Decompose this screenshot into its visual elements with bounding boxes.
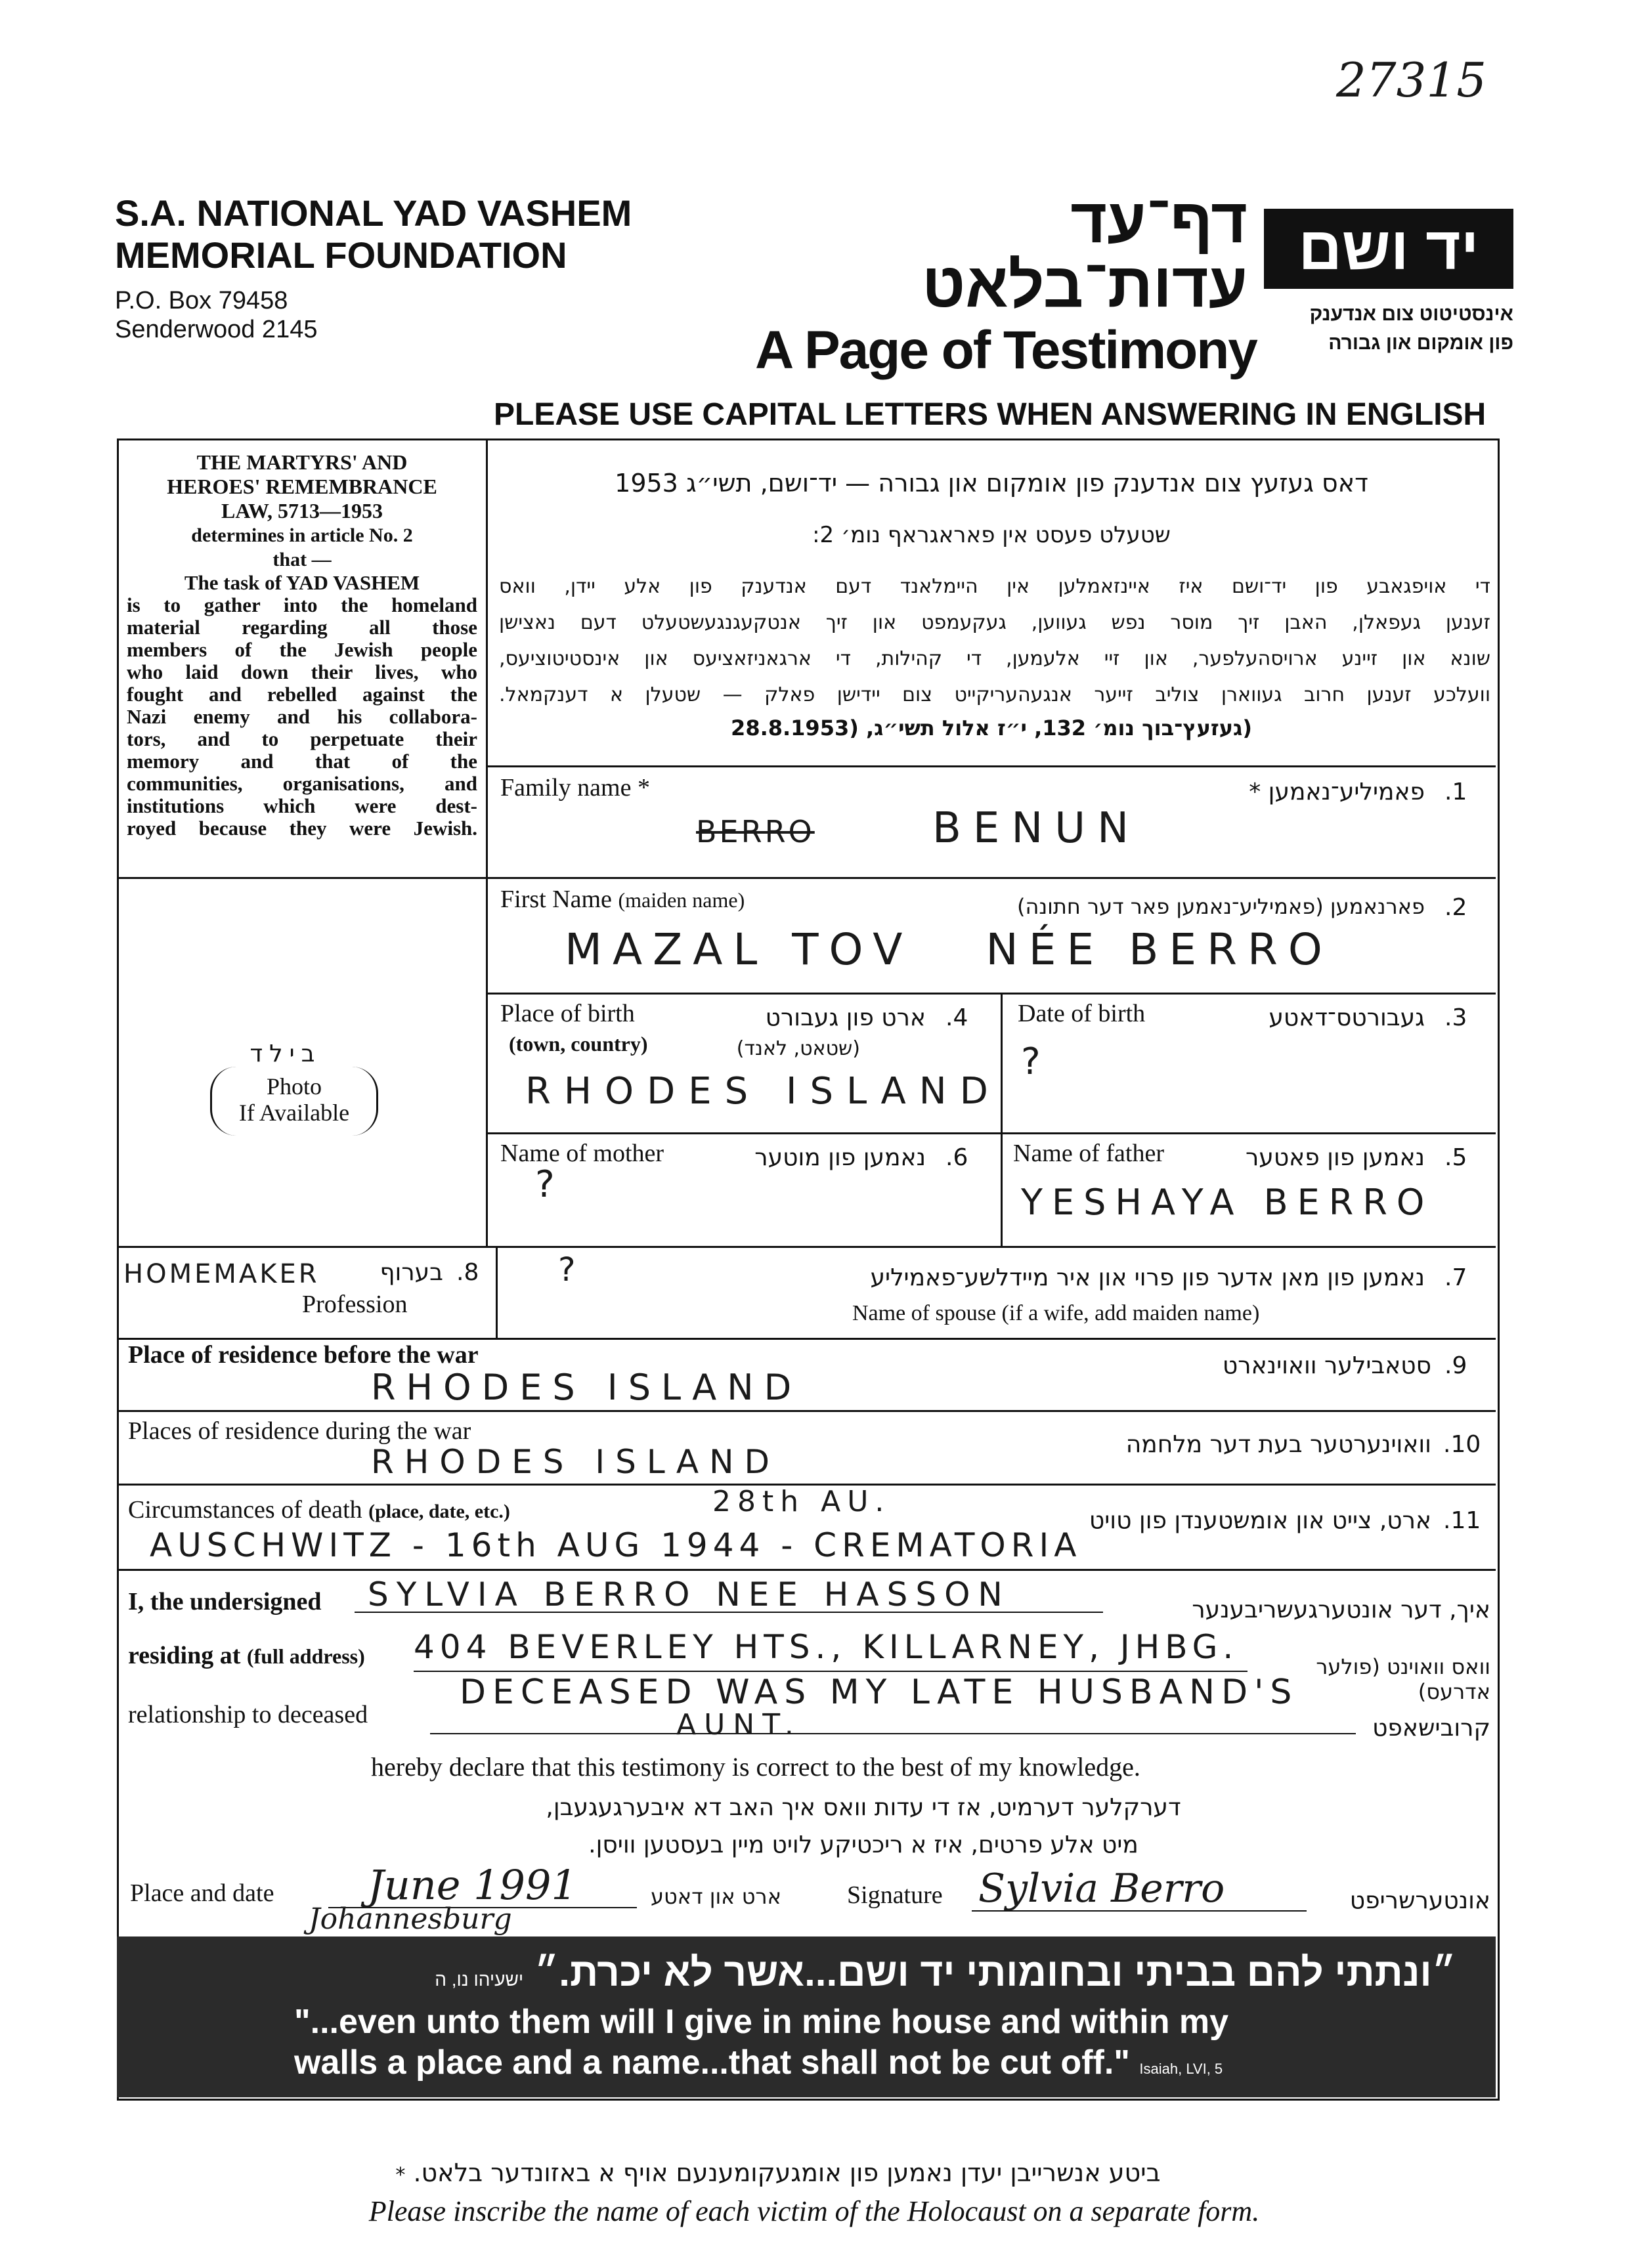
law-yiddish-subtitle: שטעלט פעסט אין פאראגראף נומ׳ 2: [812, 522, 1171, 548]
law-yiddish-body-line: וועלכע זענען חרוב געווארן צוליב זייער אנגעהעריקייט צום יידישן פאלק — שטעלן א דענקמאל. [499, 683, 1490, 706]
archive-number: 27315 [1336, 53, 1487, 108]
banner-hebrew-text: ״ונתתי להם בביתי ובחומותי יד ושם...אשר לא יכרת.״ [534, 1950, 1456, 1994]
relationship-value-line1: DECEASED WAS MY LATE HUSBAND'S [460, 1673, 1299, 1712]
mother-name-label: Name of mother [500, 1140, 664, 1167]
org-name-line2: MEMORIAL FOUNDATION [115, 234, 567, 276]
date-of-birth-value: ? [1021, 1040, 1052, 1083]
field-number-11: .11 [1443, 1507, 1481, 1534]
law-yiddish-body-line: שונא און זיינע ארויסהעלפער, און זיי אלעמען, די קהילות, די ארגאניזאציעס און אינסטיטוציעס, [499, 647, 1490, 670]
death-label-sub: (place, date, etc.) [368, 1501, 510, 1522]
undersigned-value: SYLVIA BERRO NEE HASSON [368, 1575, 1010, 1614]
residing-label [128, 1641, 365, 1670]
death-value: AUSCHWITZ - 16th AUG 1944 - CREMATORIA [150, 1526, 1082, 1564]
signature-label: Signature [847, 1881, 943, 1909]
death-label-yiddish: ארט, צייט און אומשטענדן פון טויט [1089, 1507, 1431, 1534]
field-number-10: .10 [1443, 1431, 1481, 1458]
yad-vashem-logo [1264, 209, 1513, 289]
first-name-label-yiddish: פארנאמען (פאמיליע־נאמען פאר דער חתונה) [1016, 894, 1425, 919]
residence-during-label: Places of residence during the war [128, 1417, 471, 1445]
title-yiddish-line1: דף־עד [1070, 186, 1247, 256]
place-value: Johannesburg [309, 1902, 512, 1936]
banner-english-line2-text: walls a place and a name...that shall not be cut off." [294, 2043, 1130, 2082]
instruction-banner: PLEASE USE CAPITAL LETTERS WHEN ANSWERING IN ENGLISH [494, 397, 1486, 432]
law-title-3: LAW, 5713—1953 [221, 499, 383, 523]
death-value-above: 28th AU. [712, 1485, 891, 1518]
family-name-struck: BERRO [696, 814, 815, 849]
family-name-value: BENUN [932, 804, 1140, 853]
residing-label-sub: (full address) [246, 1644, 365, 1668]
law-body-line: communities, organisations, and [127, 772, 477, 795]
declaration-yiddish-line1: דערקלער דערמיט, אז די עדות וואס איך האב דא איבערגעגעבן, [546, 1794, 1181, 1821]
footer-english: Please inscribe the name of each victim of the Holocaust on a separate form. [368, 2195, 1260, 2227]
spouse-label-yiddish: נאמען פון מאן אדער פון פרוי און איר מיידלשע־פאמיליע [870, 1264, 1425, 1291]
place-of-birth-sub: (town, country) [509, 1032, 648, 1056]
date-of-birth-label-yiddish: געבורטס־דאטע [1269, 1004, 1425, 1031]
banner-hebrew-ref: ישעיהו נו, ה [435, 1969, 524, 1990]
relationship-label: relationship to deceased [128, 1701, 368, 1728]
residing-value: 404 BEVERLEY HTS., KILLARNEY, JHBG. [414, 1628, 1239, 1666]
relationship-label-yiddish: קרובישאפט [1372, 1715, 1490, 1742]
law-body-line: memory and that of the [127, 750, 477, 773]
law-title-2: HEROES' REMEMBRANCE [167, 475, 437, 498]
banner-english-ref: Isaiah, LVI, 5 [1139, 2061, 1223, 2077]
residing-label-yiddish: וואס וואוינט (פולער אדרעס) [1316, 1654, 1490, 1704]
spouse-label: Name of spouse (if a wife, add maiden name) [852, 1301, 1260, 1325]
banner-english-line2 [294, 2043, 1223, 2082]
undersigned-label-yiddish: איך, דער אונטערגעשריבענער [1192, 1596, 1490, 1623]
law-line-4: determines in article No. 2 [191, 524, 413, 546]
place-of-birth-value: RHODES ISLAND [525, 1070, 1001, 1113]
law-body-line: The task of YAD VASHEM [184, 571, 420, 594]
field-number-8: .8 [456, 1259, 479, 1286]
residence-during-value: RHODES ISLAND [371, 1443, 781, 1481]
place-date-label-yiddish: ארט און דאטע [650, 1884, 781, 1909]
page-title: A Page of Testimony [755, 320, 1257, 380]
first-name-label [500, 885, 745, 914]
field-number-3: .3 [1444, 1004, 1467, 1031]
photo-label: Photo [266, 1073, 322, 1100]
law-body-line: royed because they were Jewish. [127, 817, 477, 840]
field-number-1: .1 [1444, 779, 1467, 805]
banner-english-line1: "...even unto them will I give in mine house and within my [294, 2003, 1229, 2041]
title-yiddish-line2: עדות־בלאט [922, 250, 1247, 320]
law-yiddish-body-line: די אויפגאבע פון יד־ושם איז איינזאמלען אין היימלאנד דעם אנדענק פון אלע יידן, וואס [499, 575, 1490, 598]
law-body-line: who laid down their lives, who [127, 660, 477, 683]
first-name-label-text: First Name [500, 886, 612, 913]
residence-before-label: Place of residence before the war [128, 1341, 479, 1369]
logo-subtitle-line1: אינסטיטוט צום אנדענק [1309, 303, 1513, 325]
footer-yiddish-text: ביטע אנשרייבן יעדן נאמען פון אומגעקומענעם אויף א באזונדער בלאט. [413, 2158, 1161, 2187]
signature-value: Sylvia Berro [978, 1866, 1225, 1912]
law-yiddish-body-line: זענען געפאלן, האבן זיך מוסר נפש געווען, געקעמפט און זיך אנטקעגנגעשטעלט דעם נאצישן [499, 611, 1490, 634]
law-line-5: that — [272, 549, 332, 570]
law-body-line: material regarding all those [127, 616, 477, 639]
place-of-birth-label-yiddish: ארט פון געבורט [765, 1004, 926, 1031]
field-number-4: .4 [945, 1004, 968, 1031]
field-number-6: .6 [945, 1144, 968, 1171]
law-body-line: is to gather into the homeland [127, 593, 477, 616]
banner-hebrew [117, 1950, 1456, 1995]
place-of-birth-label: Place of birth [500, 1000, 635, 1027]
mother-name-label-yiddish: נאמען פון מוטער [754, 1144, 926, 1171]
father-name-label: Name of father [1013, 1140, 1164, 1167]
profession-label: Profession [302, 1291, 408, 1318]
logo-text: יד ושם [1298, 215, 1479, 282]
death-label-text: Circumstances of death [128, 1496, 362, 1524]
first-name-label-sub: (maiden name) [618, 888, 745, 912]
law-body-line: members of the Jewish people [127, 638, 477, 661]
declaration-english: hereby declare that this testimony is correct to the best of my knowledge. [371, 1752, 1140, 1782]
family-name-label-yiddish: פאמיליע־נאמען * [1249, 779, 1425, 805]
residence-before-label-yiddish: סטאבילער וואוינארט [1222, 1352, 1431, 1379]
law-body-line: institutions which were dest- [127, 794, 477, 817]
place-date-value: June 1991 [368, 1861, 577, 1909]
father-name-value: YESHAYA BERRO [1021, 1182, 1434, 1223]
father-name-label-yiddish: נאמען פון פאטער [1245, 1144, 1425, 1171]
org-address-line2: Senderwood 2145 [115, 316, 318, 343]
logo-subtitle-line2: פון אומקום און גבורה [1328, 332, 1513, 354]
place-date-label: Place and date [130, 1879, 274, 1907]
photo-sub-label: If Available [238, 1100, 350, 1126]
law-box-english [121, 450, 483, 840]
family-name-label: Family name * [500, 774, 650, 802]
date-of-birth-label: Date of birth [1018, 1000, 1146, 1027]
law-body-line: tors, and to perpetuate their [127, 727, 477, 750]
mother-name-value: ? [535, 1163, 567, 1206]
field-number-9: .9 [1444, 1352, 1467, 1379]
photo-placeholder [210, 1067, 378, 1136]
profession-value: HOMEMAKER [123, 1259, 320, 1289]
law-body-line: fought and rebelled against the [127, 683, 477, 706]
law-body-line: Nazi enemy and his collabora- [127, 705, 477, 728]
spouse-value: ? [558, 1251, 588, 1289]
law-yiddish-title: דאס געזעץ צום אנדענק פון אומקום און גבורה — יד־ושם, תשי״ג 1953 [615, 469, 1368, 498]
law-title-1: THE MARTYRS' AND [196, 450, 408, 474]
field-number-5: .5 [1444, 1144, 1467, 1171]
profession-label-yiddish: בערוף [380, 1259, 443, 1286]
residing-label-text: residing at [128, 1642, 241, 1669]
residence-before-value: RHODES ISLAND [371, 1367, 802, 1408]
law-yiddish-source: (געזעץ־בוך נומ׳ 132, י״ז אלול תשי״ג, (28.8.1953 [731, 716, 1252, 740]
signature-label-yiddish: אונטערשריפט [1349, 1887, 1490, 1914]
field-number-7: .7 [1444, 1264, 1467, 1291]
org-name-line1: S.A. NATIONAL YAD VASHEM [115, 192, 632, 234]
footer-yiddish: ביטע אנשרייבן יעדן נאמען פון אומגעקומענעם אויף א באזונדער בלאט. * [395, 2158, 1161, 2187]
death-label [128, 1495, 510, 1524]
photo-label-yiddish: בילד [249, 1040, 322, 1067]
undersigned-label: I, the undersigned [128, 1588, 322, 1615]
place-of-birth-sub-yiddish: (שטאט, לאנד) [736, 1037, 860, 1060]
declaration-yiddish-line2: מיט אלע פרטים, איז א ריכטיקע לויט מיין בעסטען וויסן. [588, 1831, 1139, 1858]
field-number-2: .2 [1444, 894, 1467, 921]
first-name-value: MAZAL TOV NÉE BERRO [565, 924, 1333, 975]
quote-banner [117, 1936, 1496, 2097]
org-address-line1: P.O. Box 79458 [115, 287, 288, 314]
residence-during-label-yiddish: וואוינערטער בעת דער מלחמה [1125, 1431, 1431, 1458]
relationship-value-line2: AUNT. [676, 1708, 802, 1742]
law-yiddish-body [499, 568, 1490, 713]
